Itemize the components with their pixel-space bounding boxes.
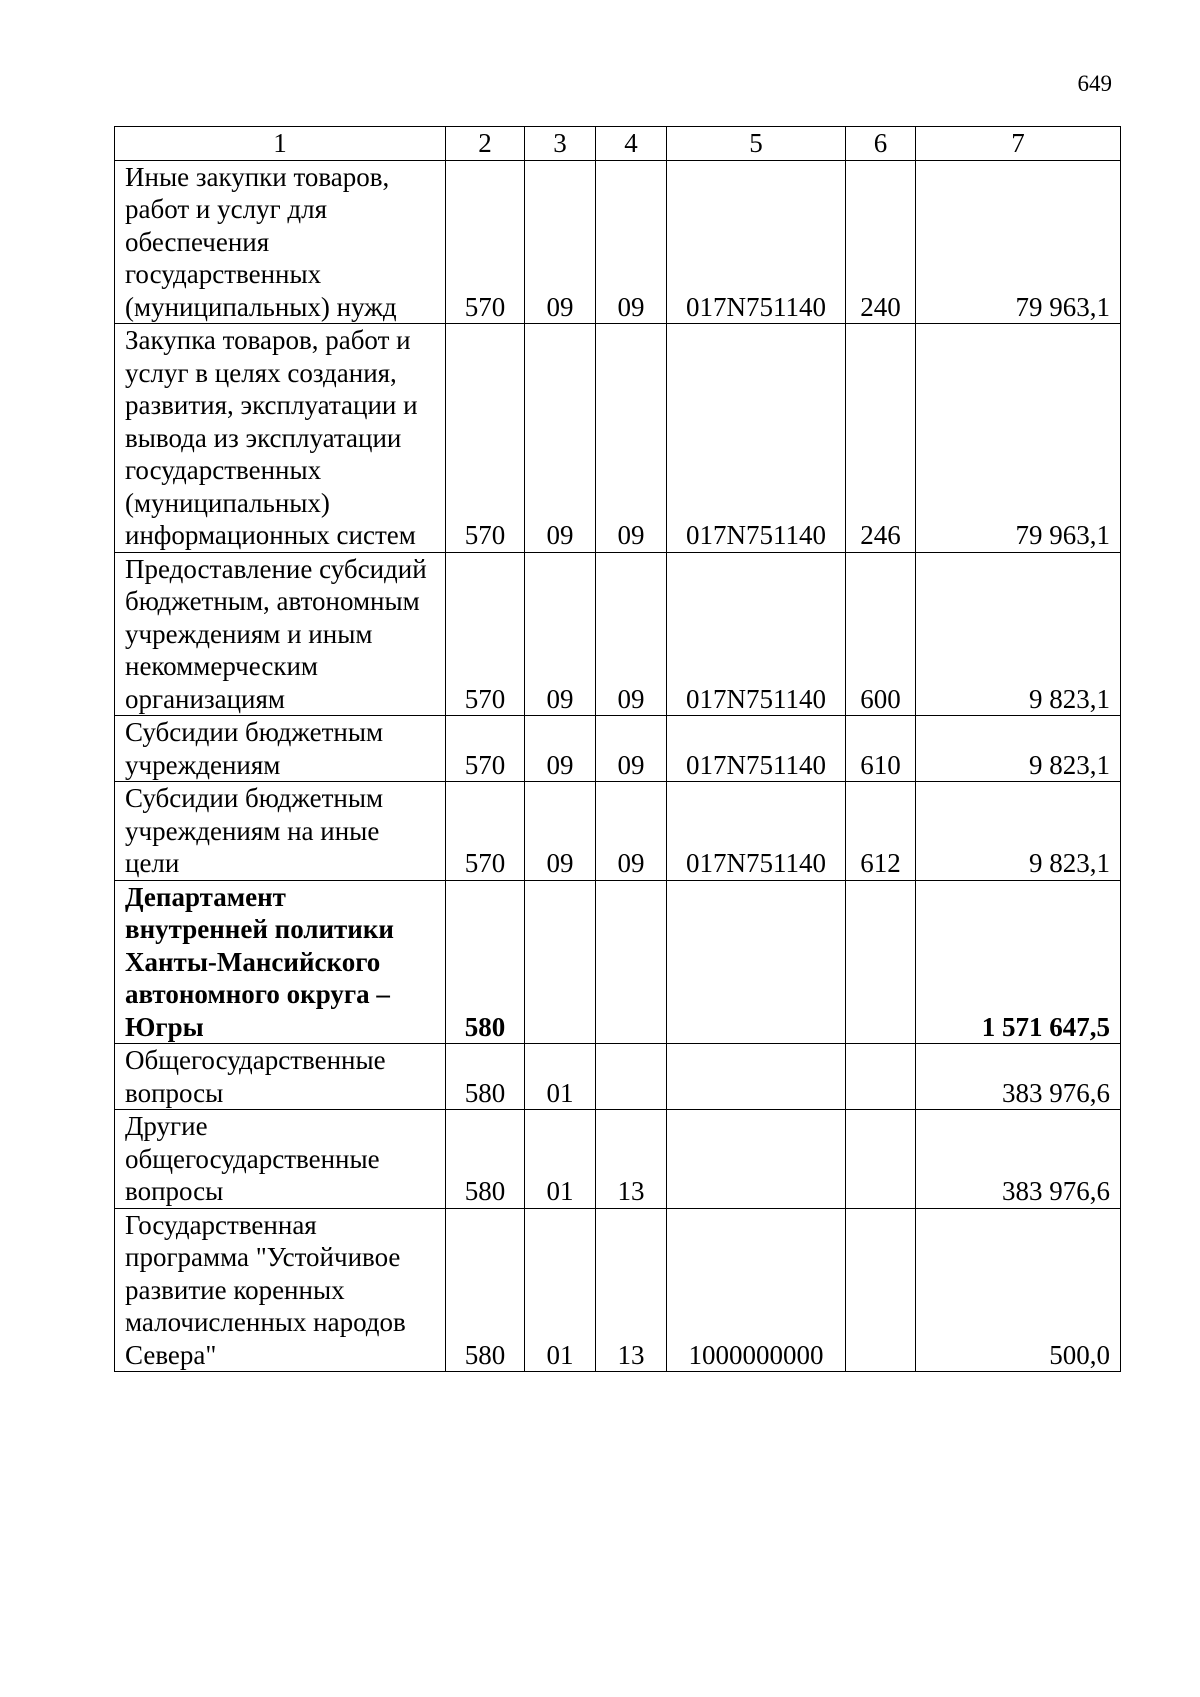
table-row bbox=[115, 552, 1121, 716]
table-row bbox=[115, 880, 1121, 1044]
row-code-cell: 570 bbox=[446, 782, 525, 881]
row-name-cell: Департамент внутренней политики Ханты-Мансийского автономного округа – Югры bbox=[115, 880, 446, 1044]
column-header-4: 4 bbox=[596, 127, 667, 161]
column-header-2: 2 bbox=[446, 127, 525, 161]
table-row bbox=[115, 324, 1121, 553]
row-section-cell: 01 bbox=[525, 1208, 596, 1372]
row-code-cell: 580 bbox=[446, 1110, 525, 1209]
table-row bbox=[115, 1110, 1121, 1209]
row-target-article-cell: 017N751140 bbox=[667, 716, 846, 782]
column-header-7: 7 bbox=[916, 127, 1121, 161]
row-section-cell: 09 bbox=[525, 324, 596, 553]
row-name-cell: Субсидии бюджетным учреждениям на иные цели bbox=[115, 782, 446, 881]
row-subsection-cell bbox=[596, 880, 667, 1044]
row-code-cell: 580 bbox=[446, 1044, 525, 1110]
row-expense-type-cell bbox=[846, 880, 916, 1044]
row-target-article-cell: 017N751140 bbox=[667, 160, 846, 324]
table-row bbox=[115, 716, 1121, 782]
row-expense-type-cell bbox=[846, 1044, 916, 1110]
row-subsection-cell: 09 bbox=[596, 716, 667, 782]
row-target-article-cell bbox=[667, 1110, 846, 1209]
row-subsection-cell: 09 bbox=[596, 552, 667, 716]
column-header-3: 3 bbox=[525, 127, 596, 161]
table-header-row bbox=[115, 127, 1121, 161]
page-number: 649 bbox=[1077, 71, 1112, 96]
row-expense-type-cell: 240 bbox=[846, 160, 916, 324]
row-amount-cell: 500,0 bbox=[916, 1208, 1121, 1372]
row-section-cell: 01 bbox=[525, 1044, 596, 1110]
row-subsection-cell: 09 bbox=[596, 160, 667, 324]
row-code-cell: 570 bbox=[446, 716, 525, 782]
row-subsection-cell bbox=[596, 1044, 667, 1110]
row-section-cell: 09 bbox=[525, 552, 596, 716]
row-target-article-cell bbox=[667, 880, 846, 1044]
table-row bbox=[115, 160, 1121, 324]
table-row bbox=[115, 782, 1121, 881]
table-row bbox=[115, 1208, 1121, 1372]
row-name-cell: Субсидии бюджетным учреждениям bbox=[115, 716, 446, 782]
row-amount-cell: 383 976,6 bbox=[916, 1110, 1121, 1209]
row-section-cell bbox=[525, 880, 596, 1044]
row-code-cell: 570 bbox=[446, 160, 525, 324]
row-expense-type-cell: 246 bbox=[846, 324, 916, 553]
column-header-5: 5 bbox=[667, 127, 846, 161]
row-expense-type-cell: 600 bbox=[846, 552, 916, 716]
row-section-cell: 09 bbox=[525, 716, 596, 782]
table-row bbox=[115, 1044, 1121, 1110]
row-target-article-cell bbox=[667, 1044, 846, 1110]
row-target-article-cell: 017N751140 bbox=[667, 552, 846, 716]
row-code-cell: 570 bbox=[446, 552, 525, 716]
row-expense-type-cell bbox=[846, 1110, 916, 1209]
row-target-article-cell: 017N751140 bbox=[667, 324, 846, 553]
row-expense-type-cell: 610 bbox=[846, 716, 916, 782]
row-name-cell: Другие общегосударственные вопросы bbox=[115, 1110, 446, 1209]
column-header-1: 1 bbox=[115, 127, 446, 161]
row-subsection-cell: 09 bbox=[596, 324, 667, 553]
row-amount-cell: 79 963,1 bbox=[916, 160, 1121, 324]
row-code-cell: 580 bbox=[446, 880, 525, 1044]
row-section-cell: 01 bbox=[525, 1110, 596, 1209]
row-amount-cell: 79 963,1 bbox=[916, 324, 1121, 553]
row-amount-cell: 383 976,6 bbox=[916, 1044, 1121, 1110]
row-name-cell: Государственная программа "Устойчивое развитие коренных малочисленных народов Севера" bbox=[115, 1208, 446, 1372]
row-name-cell: Предоставление субсидий бюджетным, автономным учреждениям и иным некоммерческим организациям bbox=[115, 552, 446, 716]
row-amount-cell: 9 823,1 bbox=[916, 552, 1121, 716]
row-target-article-cell: 1000000000 bbox=[667, 1208, 846, 1372]
row-name-cell: Общегосударственные вопросы bbox=[115, 1044, 446, 1110]
row-code-cell: 580 bbox=[446, 1208, 525, 1372]
row-expense-type-cell bbox=[846, 1208, 916, 1372]
row-subsection-cell: 13 bbox=[596, 1208, 667, 1372]
row-amount-cell: 9 823,1 bbox=[916, 782, 1121, 881]
row-amount-cell: 1 571 647,5 bbox=[916, 880, 1121, 1044]
row-name-cell: Иные закупки товаров, работ и услуг для обеспечения государственных (муниципальных) нужд bbox=[115, 160, 446, 324]
row-expense-type-cell: 612 bbox=[846, 782, 916, 881]
budget-table bbox=[114, 126, 1121, 1372]
column-header-6: 6 bbox=[846, 127, 916, 161]
row-amount-cell: 9 823,1 bbox=[916, 716, 1121, 782]
row-subsection-cell: 09 bbox=[596, 782, 667, 881]
row-section-cell: 09 bbox=[525, 782, 596, 881]
row-target-article-cell: 017N751140 bbox=[667, 782, 846, 881]
row-section-cell: 09 bbox=[525, 160, 596, 324]
row-subsection-cell: 13 bbox=[596, 1110, 667, 1209]
row-name-cell: Закупка товаров, работ и услуг в целях создания, развития, эксплуатации и вывода из эксплуатации государственных (муниципальных) информационных систем bbox=[115, 324, 446, 553]
row-code-cell: 570 bbox=[446, 324, 525, 553]
